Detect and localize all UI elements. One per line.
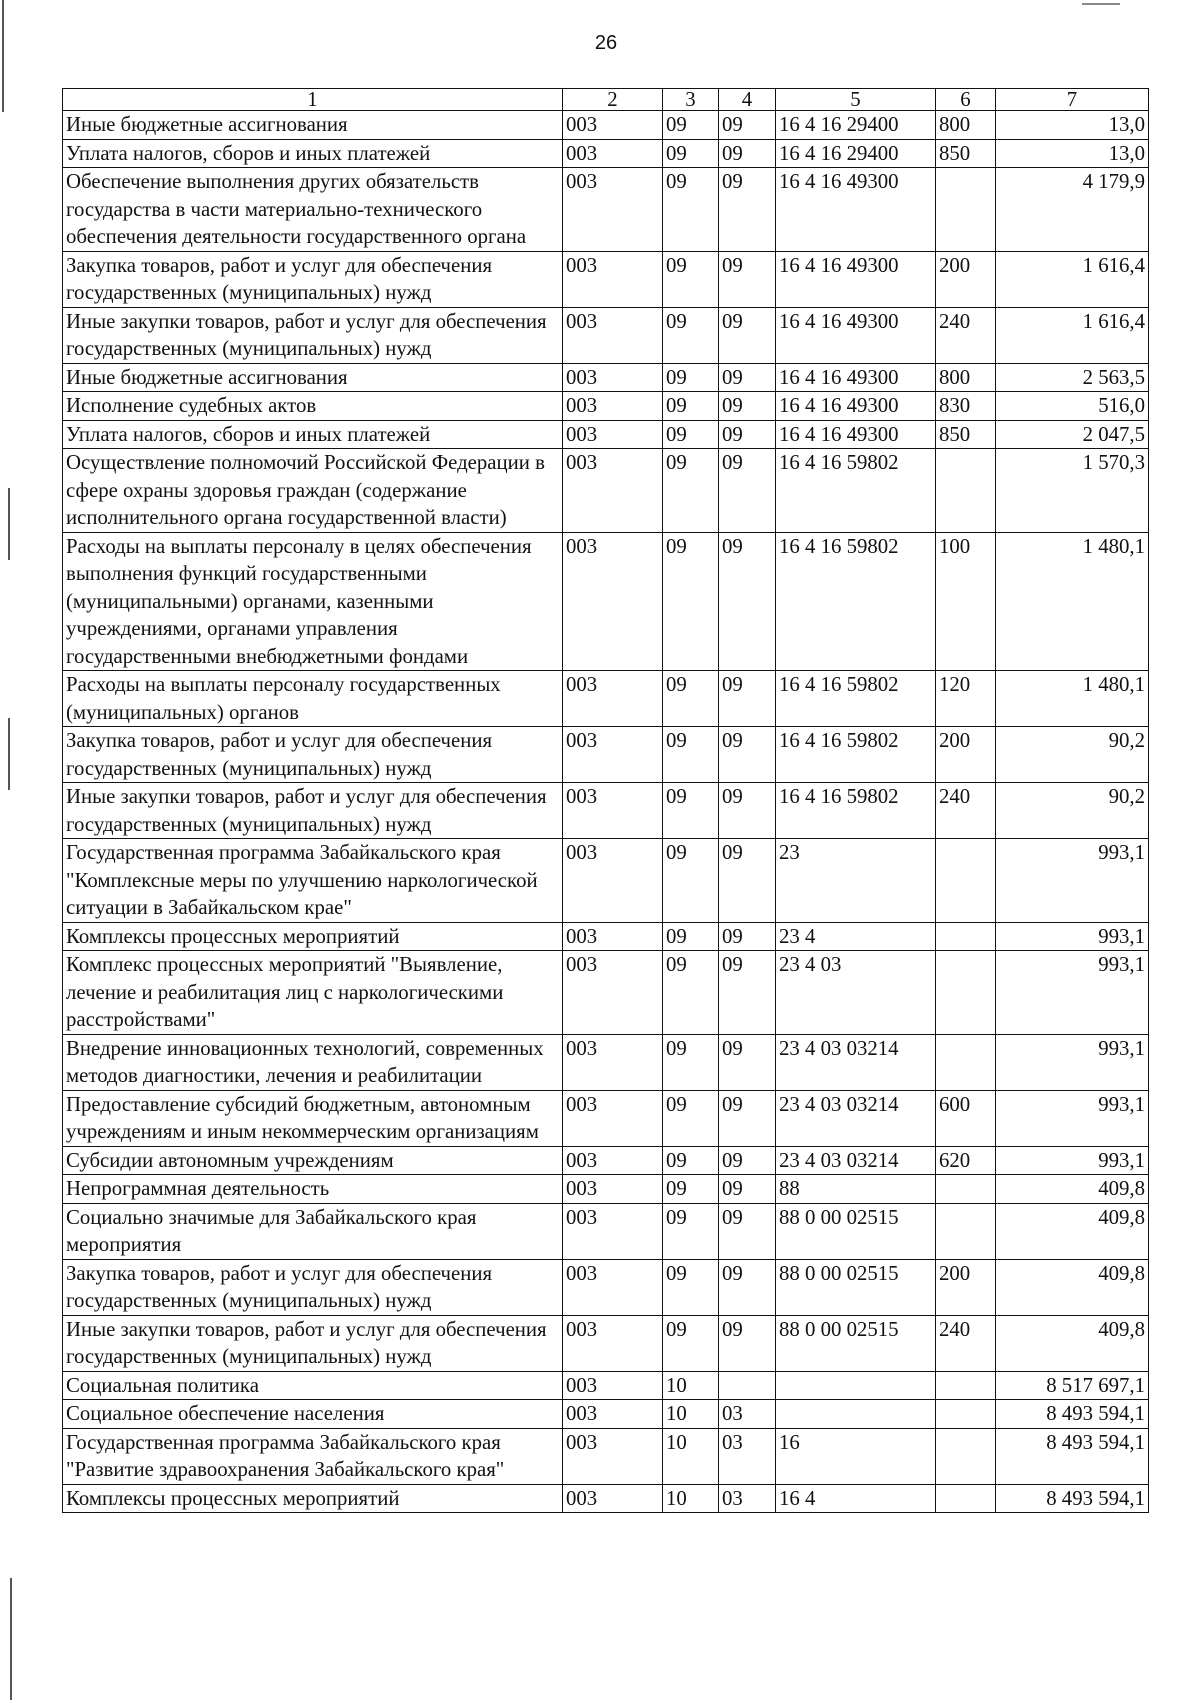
cell-description (63, 922, 563, 951)
cell-amount: 90,2 (996, 783, 1149, 839)
table-row (63, 307, 1149, 363)
table-row (63, 1371, 1149, 1400)
cell-subsection: 03 (719, 1484, 776, 1513)
table-row (63, 532, 1149, 671)
cell-description (63, 307, 563, 363)
cell-target-article: 16 4 16 59802 (776, 449, 936, 533)
cell-amount: 8 493 594,1 (996, 1428, 1149, 1484)
description-line: Иные закупки товаров, работ и услуг для обеспечения (66, 1317, 547, 1341)
table-row (63, 139, 1149, 168)
cell-expense-type (936, 951, 996, 1035)
cell-expense-type (936, 1400, 996, 1429)
cell-section: 09 (663, 727, 719, 783)
cell-subsection: 09 (719, 1146, 776, 1175)
cell-subsection: 03 (719, 1428, 776, 1484)
cell-amount: 1 616,4 (996, 251, 1149, 307)
cell-section: 09 (663, 168, 719, 252)
description-line: Внедрение инновационных технологий, современных (66, 1036, 544, 1060)
header-col-4: 4 (719, 89, 776, 111)
cell-code: 003 (563, 111, 663, 140)
cell-expense-type (936, 922, 996, 951)
cell-target-article: 16 4 16 49300 (776, 251, 936, 307)
cell-subsection: 09 (719, 1203, 776, 1259)
cell-expense-type (936, 168, 996, 252)
cell-target-article: 88 0 00 02515 (776, 1259, 936, 1315)
table-row (63, 392, 1149, 421)
cell-target-article: 23 4 03 (776, 951, 936, 1035)
table-row (63, 168, 1149, 252)
cell-expense-type: 830 (936, 392, 996, 421)
cell-target-article: 88 (776, 1175, 936, 1204)
cell-section: 09 (663, 111, 719, 140)
cell-section: 09 (663, 449, 719, 533)
cell-amount: 2 563,5 (996, 363, 1149, 392)
description-line: государственных (муниципальных) нужд (66, 1289, 432, 1312)
cell-code: 003 (563, 1175, 663, 1204)
cell-expense-type: 600 (936, 1090, 996, 1146)
cell-code: 003 (563, 449, 663, 533)
cell-description (63, 783, 563, 839)
description-line: лечение и реабилитация лиц с наркологическими (66, 980, 504, 1004)
table-row (63, 1484, 1149, 1513)
cell-subsection: 09 (719, 420, 776, 449)
scan-artifact (1082, 3, 1120, 5)
cell-amount: 993,1 (996, 951, 1149, 1035)
cell-section: 09 (663, 671, 719, 727)
table-row (63, 1203, 1149, 1259)
cell-target-article: 23 4 03 03214 (776, 1034, 936, 1090)
cell-target-article: 16 4 16 49300 (776, 392, 936, 421)
cell-subsection: 09 (719, 1090, 776, 1146)
cell-expense-type: 620 (936, 1146, 996, 1175)
cell-description (63, 1146, 563, 1175)
cell-section: 09 (663, 139, 719, 168)
header-col-7: 7 (996, 89, 1149, 111)
cell-code: 003 (563, 671, 663, 727)
page-number: 26 (594, 32, 618, 54)
table-row (63, 671, 1149, 727)
description-line: государственных (муниципальных) нужд (66, 756, 432, 780)
scan-artifact (8, 718, 10, 790)
cell-subsection: 09 (719, 922, 776, 951)
cell-section: 10 (663, 1428, 719, 1484)
cell-amount: 90,2 (996, 727, 1149, 783)
cell-expense-type: 200 (936, 251, 996, 307)
cell-target-article: 16 4 16 49300 (776, 363, 936, 392)
cell-description (63, 951, 563, 1035)
cell-expense-type (936, 839, 996, 923)
cell-description (63, 1259, 563, 1315)
cell-subsection: 09 (719, 951, 776, 1035)
table-header-row (63, 89, 1149, 111)
description-line: Закупка товаров, работ и услуг для обеспечения (66, 253, 493, 277)
cell-subsection: 09 (719, 363, 776, 392)
table-row (63, 1034, 1149, 1090)
cell-expense-type (936, 1203, 996, 1259)
cell-description (63, 251, 563, 307)
table-row (63, 1175, 1149, 1204)
cell-target-article: 16 4 16 29400 (776, 139, 936, 168)
cell-expense-type: 850 (936, 139, 996, 168)
cell-description (63, 1484, 563, 1513)
cell-description (63, 727, 563, 783)
header-col-5: 5 (776, 89, 936, 111)
cell-code: 003 (563, 1315, 663, 1371)
cell-amount: 2 047,5 (996, 420, 1149, 449)
cell-target-article: 16 4 16 59802 (776, 783, 936, 839)
description-line: обеспечения деятельности государственного органа (66, 225, 527, 248)
description-line: (муниципальных) органов (66, 700, 299, 724)
cell-target-article (776, 1400, 936, 1429)
cell-subsection: 09 (719, 727, 776, 783)
header-col-6: 6 (936, 89, 996, 111)
table-row (63, 951, 1149, 1035)
cell-amount: 1 616,4 (996, 307, 1149, 363)
cell-amount: 993,1 (996, 922, 1149, 951)
description-line: Осуществление полномочий Российской Федерации в (66, 451, 545, 474)
description-line: Предоставление субсидий бюджетным, автономным (66, 1092, 531, 1116)
cell-description (63, 839, 563, 923)
cell-section: 09 (663, 1175, 719, 1204)
description-line: Непрограммная деятельность (66, 1177, 330, 1200)
cell-code: 003 (563, 922, 663, 951)
cell-description (63, 449, 563, 533)
cell-code: 003 (563, 1203, 663, 1259)
cell-section: 09 (663, 1090, 719, 1146)
cell-description (63, 1034, 563, 1090)
cell-code: 003 (563, 363, 663, 392)
budget-table (62, 88, 1149, 1513)
description-line: учреждениям и иным некоммерческим организациям (66, 1120, 539, 1143)
cell-subsection: 09 (719, 1175, 776, 1204)
cell-section: 09 (663, 1259, 719, 1315)
cell-target-article: 16 4 16 49300 (776, 168, 936, 252)
description-line: Комплекс процессных мероприятий "Выявление, (66, 953, 503, 976)
cell-section: 09 (663, 1315, 719, 1371)
cell-code: 003 (563, 1259, 663, 1315)
cell-expense-type: 200 (936, 1259, 996, 1315)
cell-description (63, 1175, 563, 1204)
cell-expense-type (936, 1371, 996, 1400)
cell-amount: 409,8 (996, 1259, 1149, 1315)
table-row (63, 839, 1149, 923)
cell-expense-type: 800 (936, 111, 996, 140)
cell-amount: 8 517 697,1 (996, 1371, 1149, 1400)
cell-description (63, 168, 563, 252)
cell-section: 09 (663, 1203, 719, 1259)
scan-artifact (8, 488, 10, 560)
description-line: государственных (муниципальных) нужд (66, 812, 432, 836)
description-line: ситуации в Забайкальском крае" (66, 896, 352, 919)
cell-amount: 516,0 (996, 392, 1149, 421)
table-row (63, 1090, 1149, 1146)
cell-expense-type: 240 (936, 1315, 996, 1371)
cell-target-article: 16 (776, 1428, 936, 1484)
cell-target-article: 23 (776, 839, 936, 923)
cell-code: 003 (563, 251, 663, 307)
description-line: Иные бюджетные ассигнования (66, 113, 348, 136)
cell-target-article: 23 4 (776, 922, 936, 951)
description-line: Государственная программа Забайкальского края (66, 841, 501, 864)
cell-section: 10 (663, 1484, 719, 1513)
cell-subsection: 09 (719, 449, 776, 533)
table-row (63, 783, 1149, 839)
cell-code: 003 (563, 392, 663, 421)
description-line: государственных (муниципальных) нужд (66, 281, 432, 304)
cell-expense-type (936, 1175, 996, 1204)
description-line: Социальная политика (66, 1373, 259, 1397)
cell-expense-type: 240 (936, 783, 996, 839)
cell-code: 003 (563, 1034, 663, 1090)
table-row (63, 363, 1149, 392)
table-row (63, 1315, 1149, 1371)
cell-code: 003 (563, 727, 663, 783)
cell-target-article: 23 4 03 03214 (776, 1146, 936, 1175)
cell-section: 09 (663, 532, 719, 671)
description-line: методов диагностики, лечения и реабилитации (66, 1064, 483, 1087)
cell-target-article: 16 4 16 49300 (776, 420, 936, 449)
cell-amount: 13,0 (996, 111, 1149, 140)
cell-code: 003 (563, 1146, 663, 1175)
cell-code: 003 (563, 951, 663, 1035)
cell-subsection: 09 (719, 307, 776, 363)
cell-amount: 409,8 (996, 1315, 1149, 1371)
cell-code: 003 (563, 168, 663, 252)
cell-code: 003 (563, 1371, 663, 1400)
description-line: расстройствами" (66, 1008, 216, 1031)
cell-section: 10 (663, 1371, 719, 1400)
cell-section: 09 (663, 307, 719, 363)
table-row (63, 1428, 1149, 1484)
cell-subsection: 09 (719, 392, 776, 421)
table-row (63, 1400, 1149, 1429)
cell-subsection (719, 1371, 776, 1400)
cell-description (63, 420, 563, 449)
cell-section: 09 (663, 420, 719, 449)
header-col-3: 3 (663, 89, 719, 111)
cell-expense-type: 200 (936, 727, 996, 783)
description-line: Комплексы процессных мероприятий (66, 1486, 400, 1510)
cell-code: 003 (563, 783, 663, 839)
cell-amount: 1 570,3 (996, 449, 1149, 533)
cell-description (63, 1428, 563, 1484)
cell-code: 003 (563, 532, 663, 671)
cell-amount: 1 480,1 (996, 671, 1149, 727)
cell-amount: 993,1 (996, 1034, 1149, 1090)
cell-code: 003 (563, 420, 663, 449)
cell-section: 10 (663, 1400, 719, 1429)
cell-subsection: 09 (719, 1034, 776, 1090)
description-line: Обеспечение выполнения других обязательств (66, 170, 479, 193)
cell-target-article: 16 4 16 59802 (776, 727, 936, 783)
description-line: Исполнение судебных актов (66, 394, 317, 417)
cell-description (63, 1090, 563, 1146)
cell-description (63, 1371, 563, 1400)
cell-section: 09 (663, 951, 719, 1035)
table-body (63, 111, 1149, 1513)
cell-amount: 8 493 594,1 (996, 1484, 1149, 1513)
cell-section: 09 (663, 251, 719, 307)
table-row (63, 111, 1149, 140)
description-line: Иные закупки товаров, работ и услуг для обеспечения (66, 785, 547, 808)
cell-section: 09 (663, 392, 719, 421)
cell-amount: 1 480,1 (996, 532, 1149, 671)
table-row (63, 1146, 1149, 1175)
cell-target-article: 16 4 16 59802 (776, 671, 936, 727)
cell-subsection: 09 (719, 251, 776, 307)
cell-section: 09 (663, 922, 719, 951)
table-row (63, 922, 1149, 951)
cell-code: 003 (563, 139, 663, 168)
cell-target-article: 16 4 16 29400 (776, 111, 936, 140)
cell-expense-type: 100 (936, 532, 996, 671)
cell-subsection: 09 (719, 532, 776, 671)
cell-subsection: 09 (719, 839, 776, 923)
description-line: Уплата налогов, сборов и иных платежей (66, 141, 431, 165)
cell-target-article: 23 4 03 03214 (776, 1090, 936, 1146)
cell-expense-type (936, 1484, 996, 1513)
cell-subsection: 09 (719, 783, 776, 839)
cell-subsection: 09 (719, 1315, 776, 1371)
cell-amount: 409,8 (996, 1175, 1149, 1204)
table-row (63, 251, 1149, 307)
cell-description (63, 111, 563, 140)
description-line: исполнительного органа государственной власти) (66, 506, 507, 529)
description-line: Закупка товаров, работ и услуг для обеспечения (66, 1261, 493, 1285)
cell-expense-type (936, 449, 996, 533)
cell-section: 09 (663, 783, 719, 839)
cell-target-article: 88 0 00 02515 (776, 1315, 936, 1371)
description-line: Иные бюджетные ассигнования (66, 365, 348, 389)
cell-description (63, 1315, 563, 1371)
cell-description (63, 1203, 563, 1259)
header-col-2: 2 (563, 89, 663, 111)
cell-code: 003 (563, 839, 663, 923)
cell-code: 003 (563, 1484, 663, 1513)
cell-code: 003 (563, 1428, 663, 1484)
description-line: Комплексы процессных мероприятий (66, 924, 400, 948)
description-line: Социальное обеспечение населения (66, 1402, 385, 1425)
cell-section: 09 (663, 839, 719, 923)
description-line: сфере охраны здоровья граждан (содержание (66, 478, 467, 502)
description-line: выполнения функций государственными (66, 562, 427, 585)
cell-amount: 993,1 (996, 839, 1149, 923)
description-line: Субсидии автономным учреждениям (66, 1148, 394, 1172)
cell-section: 09 (663, 1146, 719, 1175)
cell-expense-type (936, 1428, 996, 1484)
description-line: государственных (муниципальных) нужд (66, 1345, 432, 1368)
cell-subsection: 03 (719, 1400, 776, 1429)
cell-amount: 409,8 (996, 1203, 1149, 1259)
description-line: государственными внебюджетными фондами (66, 644, 469, 668)
description-line: мероприятия (66, 1233, 182, 1256)
description-line: Закупка товаров, работ и услуг для обеспечения (66, 729, 493, 752)
header-col-1: 1 (63, 89, 563, 111)
description-line: Государственная программа Забайкальского края (66, 1430, 501, 1454)
cell-description (63, 139, 563, 168)
cell-target-article: 16 4 16 49300 (776, 307, 936, 363)
cell-code: 003 (563, 1400, 663, 1429)
cell-expense-type (936, 1034, 996, 1090)
cell-description (63, 671, 563, 727)
table-row (63, 1259, 1149, 1315)
description-line: учреждениями, органами управления (66, 617, 398, 640)
description-line: Уплата налогов, сборов и иных платежей (66, 422, 431, 446)
cell-description (63, 532, 563, 671)
cell-description (63, 392, 563, 421)
cell-subsection: 09 (719, 168, 776, 252)
description-line: (муниципальными) органами, казенными (66, 589, 434, 613)
table-row (63, 727, 1149, 783)
cell-code: 003 (563, 307, 663, 363)
cell-expense-type: 850 (936, 420, 996, 449)
cell-description (63, 1400, 563, 1429)
cell-target-article: 88 0 00 02515 (776, 1203, 936, 1259)
cell-expense-type: 120 (936, 671, 996, 727)
cell-expense-type: 800 (936, 363, 996, 392)
cell-target-article: 16 4 (776, 1484, 936, 1513)
cell-code: 003 (563, 1090, 663, 1146)
table-row (63, 420, 1149, 449)
scan-artifact (10, 1578, 12, 1700)
cell-target-article (776, 1371, 936, 1400)
table-row (63, 449, 1149, 533)
cell-subsection: 09 (719, 139, 776, 168)
description-line: государства в части материально-технического (66, 197, 483, 221)
description-line: Расходы на выплаты персоналу государственных (66, 673, 501, 696)
cell-amount: 8 493 594,1 (996, 1400, 1149, 1429)
description-line: "Развитие здравоохранения Забайкальского края" (66, 1458, 505, 1481)
description-line: государственных (муниципальных) нужд (66, 337, 432, 360)
cell-subsection: 09 (719, 1259, 776, 1315)
cell-amount: 4 179,9 (996, 168, 1149, 252)
description-line: Расходы на выплаты персоналу в целях обеспечения (66, 534, 532, 558)
cell-amount: 993,1 (996, 1146, 1149, 1175)
cell-subsection: 09 (719, 671, 776, 727)
cell-target-article: 16 4 16 59802 (776, 532, 936, 671)
scan-artifact (2, 0, 4, 112)
description-line: Социально значимые для Забайкальского края (66, 1205, 477, 1229)
cell-expense-type: 240 (936, 307, 996, 363)
cell-amount: 993,1 (996, 1090, 1149, 1146)
cell-subsection: 09 (719, 111, 776, 140)
cell-section: 09 (663, 363, 719, 392)
description-line: Иные закупки товаров, работ и услуг для обеспечения (66, 309, 547, 333)
cell-amount: 13,0 (996, 139, 1149, 168)
description-line: "Комплексные меры по улучшению наркологической (66, 868, 538, 892)
cell-description (63, 363, 563, 392)
cell-section: 09 (663, 1034, 719, 1090)
